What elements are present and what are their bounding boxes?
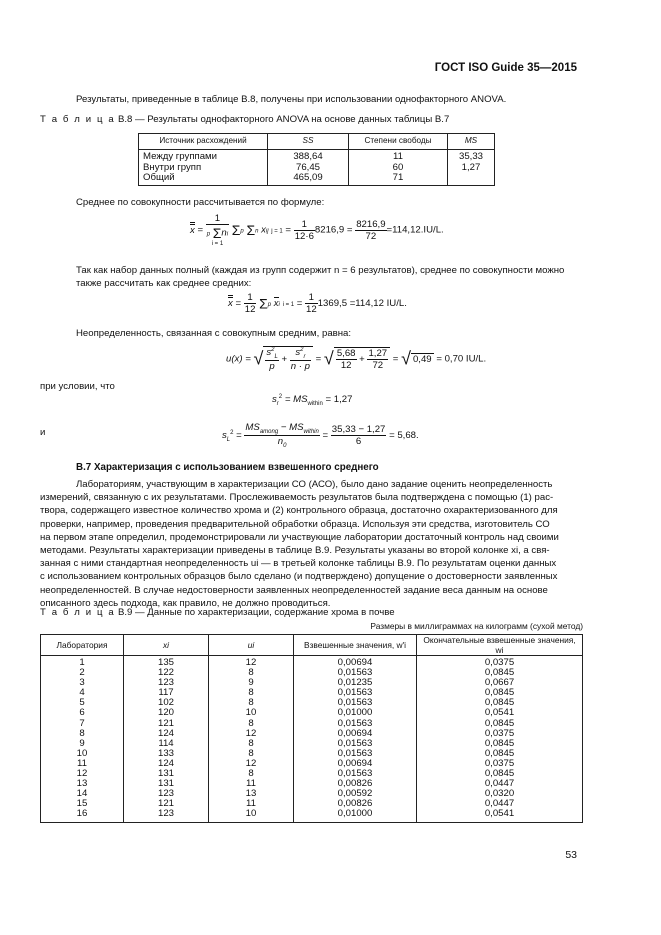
table9-cell: 14	[41, 789, 124, 799]
table9-caption	[40, 607, 395, 618]
table9-cell: 0,0667	[417, 678, 583, 688]
formula3-t2-sup: 2	[300, 347, 304, 353]
table9-cell: 12	[209, 759, 294, 769]
table9-cell: 0,00694	[294, 759, 417, 769]
table9-cell: 12	[209, 656, 294, 669]
section-b7-line: проверки, например, проведения предварительной обработки образца. Используя эти средства, изготовитель СО	[40, 518, 550, 530]
formula1-p2: p	[240, 228, 244, 235]
intro-paragraph: Результаты, приведенные в таблице В.8, получены при использовании однофакторного ANOVA.	[76, 94, 507, 105]
formula2-eq2-num: 1	[305, 292, 318, 304]
formula3-lhs: u(x) =	[226, 353, 251, 365]
section-b7-body	[40, 478, 586, 610]
table9-cell: 122	[124, 668, 209, 678]
formula1-fraction	[206, 213, 229, 247]
table9-cell: 2	[41, 668, 124, 678]
table8	[138, 133, 495, 186]
table8-cell: 11	[349, 150, 448, 163]
table9-cell: 0,01563	[294, 688, 417, 698]
table9-header-final-weighted: Окончательные взвешенные значения, wi	[417, 635, 583, 656]
table-row	[139, 150, 495, 163]
table9-cell: 0,00826	[294, 779, 417, 789]
table9-cell: 11	[209, 799, 294, 809]
formula3-t2-s: s	[295, 347, 301, 359]
table9-caption-prefix: Т а б л и ц а	[40, 607, 116, 618]
sigma-icon: Σ	[246, 222, 256, 238]
table9-cell: 0,0320	[417, 789, 583, 799]
table9-cell: 123	[124, 809, 209, 822]
formula1-fraction3	[355, 219, 386, 242]
formula1-i1: i = 1	[211, 241, 224, 247]
radical-icon: √	[323, 348, 334, 369]
formula1-i-sub: i	[226, 231, 229, 238]
table9-cell: 13	[41, 779, 124, 789]
table9-cell: 5	[41, 698, 124, 708]
table8-caption-text: В.8 — Результаты однофакторного ANOVA на основе данных таблицы В.7	[117, 114, 450, 125]
sigma-icon: Σ	[212, 225, 222, 241]
formula5-sub: L	[226, 436, 231, 443]
formula5-n: n	[277, 435, 284, 447]
table9-cell: 0,0375	[417, 656, 583, 669]
formula3-v2-num: 1,27	[368, 348, 388, 360]
table9-cell: 1	[41, 656, 124, 669]
formula3-v2	[367, 348, 388, 371]
table9-cell: 12	[41, 769, 124, 779]
formula5-v-den: 6	[355, 435, 362, 447]
formula1-xsub: ij	[265, 228, 269, 235]
formula-sl: $s_L^2$ = $MS_{among} - MS_{within}$ $n_0$ = $\frac{35,33 - 1,27}{6}$ = 5,68.	[222, 422, 419, 449]
formula1-eq3-num: 8216,9	[356, 218, 386, 230]
table8-cell: 1,27	[448, 163, 495, 173]
table8-caption	[40, 114, 449, 125]
section-b7-line: неопределенностей. В случае недостоверности заявленных неопределенностей задание веса данным на основе	[40, 584, 548, 596]
formula2-eq2-den: 12	[306, 304, 317, 315]
section-b7-title: В.7 Характеризация с использованием взвешенного среднего	[76, 462, 379, 473]
formula3-v2-den: 72	[372, 360, 384, 372]
table8-header-ms: MS	[448, 134, 495, 150]
table9-cell: 8	[209, 698, 294, 708]
formula5-n-sub: 0	[283, 442, 287, 449]
table9-cell: 9	[41, 739, 124, 749]
table9-cell: 0,01563	[294, 668, 417, 678]
formula5-ms2: − MS	[278, 422, 304, 433]
table9-cell: 0,0375	[417, 729, 583, 739]
formula3-t2-num	[290, 347, 311, 361]
table9-cell: 7	[41, 719, 124, 729]
table9-cell: 10	[209, 809, 294, 822]
table9-cell: 0,0845	[417, 688, 583, 698]
table9-cell: 16	[41, 809, 124, 822]
formula4-lhs: s	[272, 394, 277, 406]
formula3-term1	[265, 347, 278, 372]
table9-cell: 13	[209, 789, 294, 799]
table9-header-lab: Лаборатория	[41, 635, 124, 656]
table9-cell: 4	[41, 688, 124, 698]
formula4-val: = 1,27	[325, 394, 353, 406]
table9-cell: 8	[209, 749, 294, 759]
table9-cell: 121	[124, 719, 209, 729]
table9-cell: 0,01000	[294, 809, 417, 822]
table9-cell: 9	[209, 678, 294, 688]
table8-cell: 35,33	[448, 150, 495, 163]
formula1-result: =114,12.IU/L.	[386, 224, 444, 236]
condition-text: при условии, что	[40, 381, 115, 392]
mean-intro: Среднее по совокупности рассчитывается по формуле:	[76, 197, 325, 208]
formula-grand-mean: x = 1 p Σni i = 1 Σp Σn xij j = 1 = $\frac{1}{12\cdot 6}$ 8216,9 = $\frac{8216,9}{72}$ =114,12.IU/L.	[190, 213, 444, 247]
uncertainty-intro: Неопределенность, связанная с совокупным средним, равна:	[76, 328, 352, 339]
formula3-t1-den: p	[269, 361, 275, 373]
table9-cell: 124	[124, 759, 209, 769]
table9-cell: 0,0541	[417, 809, 583, 822]
table9-cell: 0,0845	[417, 749, 583, 759]
table9-cell: 0,0541	[417, 708, 583, 718]
formula3-v3: 0,49	[412, 354, 432, 366]
table-row	[139, 173, 495, 186]
table9-cell: 10	[41, 749, 124, 759]
table9-cell: 124	[124, 729, 209, 739]
table9-body	[41, 656, 583, 823]
table8-cell	[448, 173, 495, 186]
sigma-icon: Σ	[259, 295, 268, 312]
table9-cell: 131	[124, 779, 209, 789]
table9-cell: 0,0447	[417, 779, 583, 789]
formula1-fraction2	[294, 219, 315, 242]
formula4-sub: r	[276, 401, 279, 408]
formula-uncertainty: u(x) = √ $\frac{s^2_L}{p}$ + $\frac{s^2_r}{n \cdot p}$ = √ $\frac{5,68}{12}$ + $\frac{1,27}{72}$ = √ 0,49 = 0,70 IU/L.	[226, 347, 487, 373]
formula2-result: 1369,5 =114,12 IU/L.	[317, 298, 407, 310]
section-b7-line: с использованием контрольных образцов было сделано (и подтверждено) допущение о достоверности заявленных	[40, 571, 558, 583]
formula1-n: n	[221, 227, 227, 239]
formula1-p: p	[206, 231, 211, 238]
table9-cell: 123	[124, 789, 209, 799]
formula3-v1	[336, 348, 357, 371]
table9-cell: 117	[124, 688, 209, 698]
table8-cell: 465,09	[268, 173, 349, 186]
formula3-result: = 0,70 IU/L.	[436, 353, 487, 365]
formula3-t2-sub: r	[303, 354, 306, 361]
document-header: ГОСТ ISO Guide 35—2015	[434, 62, 577, 74]
page-number: 53	[565, 849, 577, 861]
table9-cell: 12	[209, 729, 294, 739]
formula2-xsub: i	[278, 302, 280, 309]
formula5-den	[244, 436, 319, 449]
formula1-val: 8216,9	[314, 224, 345, 236]
formula2-eq1-den: 12	[244, 304, 256, 315]
formula5-fraction	[244, 422, 319, 449]
sigma-icon: Σ	[231, 222, 241, 238]
table8-cell: 60	[349, 163, 448, 173]
table8-cell: Внутри групп	[139, 163, 268, 173]
table9-cell: 0,01563	[294, 698, 417, 708]
formula2-i1: i = 1	[282, 302, 295, 309]
formula5-fraction2	[331, 424, 387, 447]
formula1-x2: x	[261, 224, 266, 236]
table8-caption-prefix: Т а б л и ц а	[40, 114, 116, 125]
formula3-sqrt2: $\frac{5,68}{12}$ + $\frac{1,27}{72}$	[334, 347, 390, 371]
formula1-n2: n	[255, 228, 259, 235]
formula2-p: p	[267, 302, 272, 309]
full-set-paragraph: Так как набор данных полный (каждая из групп содержит n = 6 результатов), среднее по совокупности можно также рассчитать как среднее средних:	[76, 265, 565, 290]
table9-cell: 0,00694	[294, 656, 417, 669]
table9-cell: 121	[124, 799, 209, 809]
table9-cell: 0,0845	[417, 769, 583, 779]
radical-icon: √	[253, 348, 264, 369]
formula5-ms1: MS	[245, 422, 260, 433]
table9-cell: 8	[209, 688, 294, 698]
formula1-eq3-den: 72	[365, 230, 377, 242]
formula3-t2-den: n · p	[290, 361, 310, 373]
formula2-xi: x	[273, 298, 279, 310]
formula3-t1-s: s	[266, 347, 272, 359]
formula2-eq1-num: 1	[244, 292, 257, 304]
table9-caption-text: В.9 — Данные по характеризации, содержание хрома в почве	[117, 607, 395, 618]
table9-cell: 8	[209, 668, 294, 678]
section-b7-line: занная с ними стандартная неопределенность ui — в третьей колонке таблицы В.9. По результатам оценки данных	[40, 558, 557, 570]
section-b7-line: измерений, связанную с их результатами. Прослеживаемость результатов была подтверждена с помощью (1) рас-	[40, 492, 554, 504]
formula2-fraction2	[305, 292, 318, 315]
table9-cell: 0,0845	[417, 719, 583, 729]
table9-cell: 0,0375	[417, 759, 583, 769]
table9-cell: 8	[41, 729, 124, 739]
formula1-j1: j = 1	[271, 228, 283, 235]
table9-cell: 135	[124, 656, 209, 669]
table9-cell: 133	[124, 749, 209, 759]
table9-cell: 8	[209, 739, 294, 749]
section-b7-line: твора, содержащего известное количество хрома и (2) контрольного образца, достаточно охарактеризованного для	[40, 505, 558, 517]
table9-cell: 0,01563	[294, 739, 417, 749]
formula3-t1-num	[265, 347, 278, 361]
table9-cell: 0,00592	[294, 789, 417, 799]
table9-cell: 0,01563	[294, 719, 417, 729]
table9-cell: 123	[124, 678, 209, 688]
table9-cell: 0,00826	[294, 799, 417, 809]
table9-cell: 114	[124, 739, 209, 749]
formula-mean-of-means: x = $\frac{1}{12}$ Σp xi i = 1 = $\frac{1}{12}$ 1369,5 =114,12 IU/L.	[228, 292, 407, 315]
table9-cell: 11	[209, 779, 294, 789]
table8-header-df: Степени свободы	[349, 134, 448, 150]
formula3-t1-sup: 2	[271, 347, 275, 353]
formula4-sup: 2	[278, 394, 283, 400]
table9-cell: 15	[41, 799, 124, 809]
table8-cell: 388,64	[268, 150, 349, 163]
formula1-one: 1	[206, 213, 229, 225]
table8-cell: 71	[349, 173, 448, 186]
formula2-x: x	[228, 295, 233, 309]
table9-cell: 102	[124, 698, 209, 708]
table9	[40, 634, 583, 823]
formula1-eq2-den: 12·6	[294, 230, 314, 242]
table9-cell: 11	[41, 759, 124, 769]
formula-sr	[272, 394, 352, 407]
table8-header-source: Источник расхождений	[139, 134, 268, 150]
table9-header-ui: ui	[209, 635, 294, 656]
section-b7-line: на первом этапе определил, продемонстрировали ли участвующие лаборатории достаточный контроль над своими	[40, 531, 559, 543]
formula1-x: x	[190, 222, 195, 236]
table8-cell: Общий	[139, 173, 268, 186]
table9-cell: 8	[209, 769, 294, 779]
formula5-among: among	[259, 428, 279, 435]
table9-cell: 0,01563	[294, 769, 417, 779]
table9-cell: 0,01235	[294, 678, 417, 688]
formula3-t1-sub: L	[274, 354, 278, 361]
table9-header-xi: xi	[124, 635, 209, 656]
table9-units-note: Размеры в миллиграммах на килограмм (сухой метод)	[370, 621, 583, 631]
table9-cell: 120	[124, 708, 209, 718]
table9-cell: 131	[124, 769, 209, 779]
formula5-v-num: 35,33 − 1,27	[331, 423, 386, 435]
table9-cell: 0,0845	[417, 668, 583, 678]
formula5-num	[244, 422, 319, 436]
formula5-within: within	[303, 428, 319, 435]
table8-cell: Между группами	[139, 150, 268, 163]
section-b7-line: Лабораториям, участвующим в характеризации СО (АСО), было дано задание оценить неопределенность	[76, 479, 553, 490]
table9-cell: 8	[209, 719, 294, 729]
table9-cell: 0,0447	[417, 799, 583, 809]
table9-cell: 10	[209, 708, 294, 718]
table9-header-weighted: Взвешенные значения, w'i	[294, 635, 417, 656]
formula3-v1-den: 12	[340, 360, 352, 372]
formula1-eq2-num: 1	[294, 219, 315, 231]
table-row	[41, 809, 583, 822]
table8-header-ss: SS	[268, 134, 349, 150]
formula3-sqrt1: $\frac{s^2_L}{p}$ + $\frac{s^2_r}{n \cdot p}$	[263, 346, 313, 372]
table9-cell: 0,0845	[417, 698, 583, 708]
table8-cell: 76,45	[268, 163, 349, 173]
formula5-sup: 2	[230, 429, 234, 436]
formula4-rhs: = MS	[284, 394, 308, 406]
table9-cell: 3	[41, 678, 124, 688]
table9-cell: 0,0845	[417, 739, 583, 749]
formula3-term2	[290, 347, 311, 372]
table9-cell: 6	[41, 708, 124, 718]
formula3-v1-num: 5,68	[336, 348, 356, 360]
table9-cell: 0,01000	[294, 708, 417, 718]
section-b7-line: методами. Результаты характеризации приведены в таблице В.9. Результаты указаны во второй колонке xi, а свя-	[40, 545, 550, 557]
table9-cell: 0,00694	[294, 729, 417, 739]
formula5-lhs: s	[222, 429, 227, 441]
and-text: и	[40, 427, 46, 438]
formula2-fraction	[244, 292, 257, 315]
section-b7-line: описанного здесь подхода, как правило, не должно проводиться.	[40, 597, 331, 609]
table9-cell: 0,01563	[294, 749, 417, 759]
formula1-denominator	[206, 225, 229, 247]
radical-icon: √	[401, 348, 411, 369]
formula4-rhs-sub: within	[307, 401, 323, 408]
formula5-result: = 5,68.	[389, 429, 419, 441]
